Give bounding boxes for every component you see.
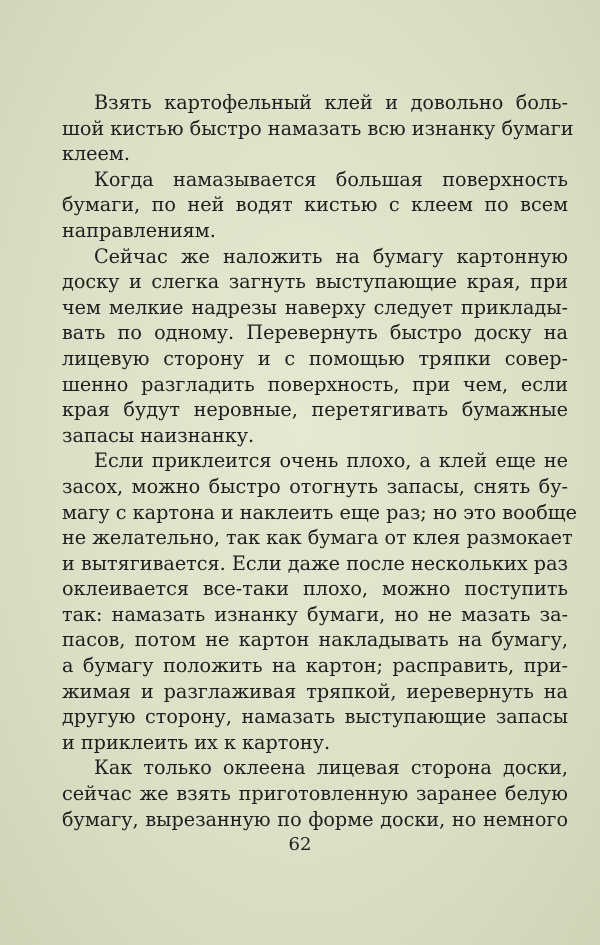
- text-line: засох, можно быстро отогнуть запасы, снять бу-: [62, 474, 568, 498]
- text-line: так: намазать изнанку бумаги, но не мазать за-: [62, 602, 568, 626]
- text-line: лицевую сторону и с помощью тряпки совер-: [62, 346, 568, 370]
- text-line: края будут неровные, перетягивать бумажные: [62, 398, 568, 422]
- text-line: запасы наизнанку.: [62, 423, 255, 447]
- page-number: 62: [288, 834, 312, 855]
- text-line: доску и слегка загнуть выступающие края, при: [62, 270, 568, 294]
- text-line: и приклеить их к картону.: [62, 730, 331, 754]
- text-line: шенно разгладить поверхность, при чем, если: [62, 372, 568, 396]
- text-line: бумаги, по ней водят кистью с клеем по всем: [62, 193, 568, 217]
- text-line: Сейчас же наложить на бумагу картонную: [94, 244, 568, 268]
- text-line: направлениям.: [62, 218, 216, 242]
- text-line: а бумагу положить на картон; расправить, при-: [62, 654, 568, 678]
- text-line: чем мелкие надрезы наверху следует приклады-: [62, 295, 568, 319]
- body-text: [62, 90, 577, 832]
- text-line: и вытягивается. Если даже после нескольких раз: [62, 551, 568, 575]
- text-line: Когда намазывается большая поверхность: [94, 167, 568, 191]
- text-line: другую сторону, намазать выступающие запасы: [62, 705, 568, 729]
- text-line: оклеивается все-таки плохо, можно поступить: [62, 577, 568, 601]
- text-line: шой кистью быстро намазать всю изнанку бумаги: [62, 116, 574, 140]
- text-line: Если приклеится очень плохо, а клей еще не: [94, 449, 568, 473]
- text-line: пасов, потом не картон накладывать на бумагу,: [62, 628, 568, 652]
- text-line: бумагу, вырезанную по форме доски, но немного: [62, 807, 568, 831]
- text-line: магу с картона и наклеить еще раз; но это вообще: [62, 500, 577, 524]
- text-line: клеем.: [62, 142, 130, 166]
- text-line: жимая и разглаживая тряпкой, иеревернуть на: [62, 679, 568, 703]
- text-line: не желательно, так как бумага от клея размокает: [62, 526, 573, 550]
- text-line: вать по одному. Перевернуть быстро доску на: [62, 321, 568, 345]
- text-line: Взять картофельный клей и довольно боль-: [94, 91, 568, 114]
- text-line: Как только оклеена лицевая сторона доски,: [94, 756, 568, 780]
- text-line: сейчас же взять приготовленную заранее белую: [62, 782, 568, 806]
